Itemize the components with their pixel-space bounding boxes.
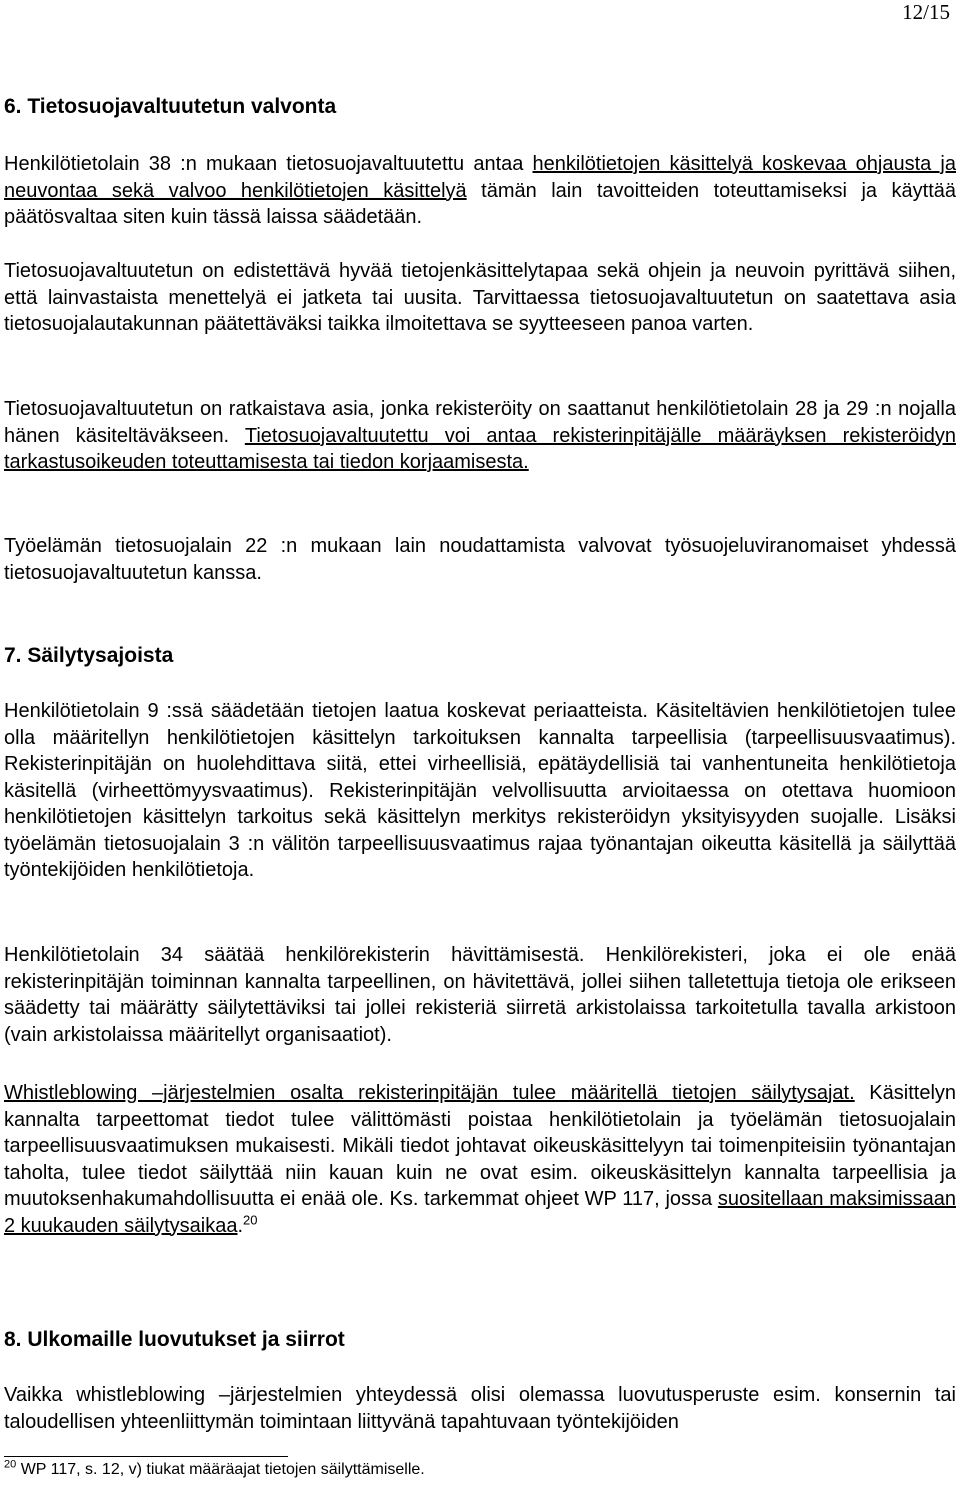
- section-6-paragraph-2: Tietosuojavaltuutetun on edistettävä hyvää tietojenkäsittelytapaa sekä ohjein ja neuvoin pyrittävä siihen, että lainvastaista menettelyä ei jatketa tai uusita. Tarvittaessa tietosuojavaltuutetun on saatettava asia tietosuojalautakunnan päätettäväksi taikka ilmoitettava se syytteeseen panoa varten.: [4, 260, 956, 335]
- section-7-paragraph-1: Henkilötietolain 9 :ssä säädetään tietojen laatua koskevat periaatteista. Käsiteltävien henkilötietojen tulee olla määritellyn henkilötietojen käsittelyn tarkoituksen kannalta tarpeellisia (tarpeellisuusvaatimus). Rekisterinpitäjän on huolehdittava siitä, ettei virheellisiä, epätäydellisiä tai vanhentuneita henkilötietoja käsitellä (virheettömyysvaatimus). Rekisterinpitäjän velvollisuutta arvioitaessa on otettava huomioon henkilötietojen käsittelyn tarkoitus sekä käsittelyn merkitys rekisteröidyn yksityisyyden suojalle. Lisäksi työelämän tietosuojalain 3 :n välitön tarpeellisuusvaatimus rajaa työnantajan oikeutta käsitellä ja säilyttää työntekijöiden henkilötietoja.: [4, 700, 956, 881]
- underlined-text: Whistleblowing –järjestelmien osalta rekisterinpitäjän tulee määritellä tietojen säilytysajat.: [4, 1082, 855, 1104]
- section-6-paragraph-3: [4, 396, 956, 476]
- section-6-heading: 6. Tietosuojavaltuutetun valvonta: [4, 95, 337, 118]
- page-number: 12/15: [902, 0, 950, 24]
- section-7-heading: 7. Säilytysajoista: [4, 644, 174, 667]
- footnote-text: WP 117, s. 12, v) tiukat määräajat tietojen säilyttämiselle.: [16, 1461, 425, 1478]
- section-8-paragraph-1: Vaikka whistleblowing –järjestelmien yhteydessä olisi olemassa luovutusperuste esim. konsernin tai taloudellisen yhteenliittymän toimintaan liittyvänä tapahtuvaan työntekijöiden: [4, 1384, 956, 1433]
- footnote-number: 20: [4, 1458, 17, 1471]
- text-run: Tietosuojavaltuutetun on ratkaistava asia, jonka rekisteröity on saattanut henkilötietolain 28 ja 29 :n nojalla hänen käsiteltäväkseen.: [4, 398, 956, 447]
- underlined-text: Tietosuojavaltuutettu voi antaa rekisterinpitäjälle määräyksen rekisteröidyn tarkastusoikeuden toteuttamisesta tai tiedon korjaamisesta.: [4, 424, 956, 473]
- footnote-reference[interactable]: 20: [243, 1211, 258, 1227]
- text-run: tämän lain tavoitteiden toteuttamiseksi ja käyttää päätösvaltaa siten kuin tässä laissa säädetään.: [4, 179, 956, 228]
- section-7-paragraph-2: Henkilötietolain 34 säätää henkilörekisterin hävittämisestä. Henkilörekisteri, joka ei ole enää rekisterinpitäjän toiminnan kannalta tarpeellinen, on hävitettävä, jollei siihen talletettuja tietoja ole erikseen säädetty tai määrätty säilytettäviksi tai jollei rekisteriä siirretä arkistolaissa tarkoitetulla tavalla arkistoon (vain arkistolaissa määritellyt organisaatiot).: [4, 944, 956, 1046]
- footnote-separator: [4, 1456, 288, 1457]
- section-8-heading: 8. Ulkomaille luovutukset ja siirrot: [4, 1328, 345, 1351]
- footnote: [4, 1460, 904, 1480]
- text-run: Henkilötietolain 38 :n mukaan tietosuojavaltuutettu antaa: [4, 153, 533, 175]
- text-run: Käsittelyn kannalta tarpeettomat tiedot tulee välittömästi poistaa henkilötietolain ja työelämän tietosuojalain tarpeellisuusvaatimuksen mukaisesti. Mikäli tiedot johtavat oikeuskäsittelyyn tai toimenpiteisiin työnantajan taholta, tulee tiedot säilyttää niin kauan kuin ne ovat esim. oikeuskäsittelyn kannalta tarpeellisia ja muutoksenhakumahdollisuutta ei enää ole. Ks. tarkemmat ohjeet WP 117, jossa: [4, 1082, 957, 1210]
- section-7-paragraph-3: [4, 1080, 956, 1239]
- section-6-paragraph-4: Työelämän tietosuojalain 22 :n mukaan lain noudattamista valvovat työsuojeluviranomaiset yhdessä tietosuojavaltuutetun kanssa.: [4, 535, 956, 584]
- text-run: .: [237, 1214, 244, 1237]
- underlined-text: suositellaan maksimissaan 2 kuukauden säilytysaikaa: [4, 1188, 956, 1237]
- section-6-paragraph-1: [4, 151, 956, 231]
- underlined-text: henkilötietojen käsittelyä koskevaa ohjausta ja neuvontaa sekä valvoo henkilötietojen käsittelyä: [4, 153, 956, 202]
